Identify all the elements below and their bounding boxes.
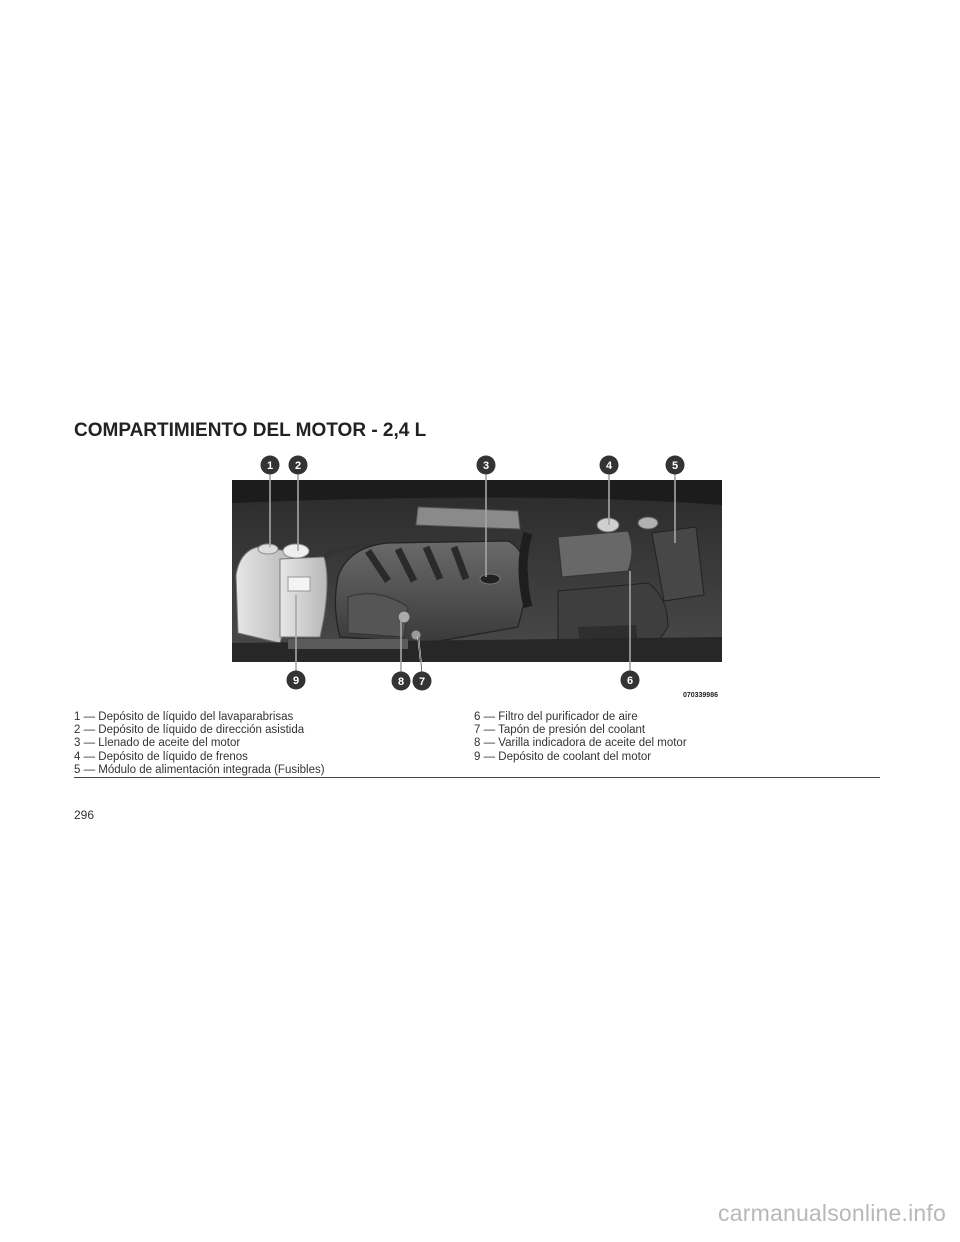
coolant-reservoir <box>280 557 327 637</box>
callout-6-label: 6 <box>626 675 634 687</box>
callout-4-label: 4 <box>605 460 613 472</box>
callout-2-label: 2 <box>294 460 302 472</box>
callout-7 <box>413 672 432 691</box>
callout-1-label: 1 <box>266 460 274 472</box>
watermark: carmanualsonline.info <box>718 1200 946 1226</box>
callout-3 <box>477 456 496 475</box>
page-number: 296 <box>74 808 95 822</box>
callout-5-label: 5 <box>671 460 679 472</box>
callout-9 <box>287 671 306 690</box>
callout-4 <box>600 456 619 475</box>
legend-item: 8 — Varilla indicadora de aceite del motor <box>474 737 687 750</box>
legend-item: 2 — Depósito de líquido de dirección asistida <box>74 724 305 737</box>
brake-reservoir-cap <box>597 518 619 532</box>
legend-right-column <box>474 711 687 764</box>
legend-item: 5 — Módulo de alimentación integrada (Fusibles) <box>74 763 325 776</box>
engine-compartment-figure <box>228 447 722 705</box>
engine-compartment-illustration <box>228 447 722 705</box>
figure-code: 070339986 <box>682 692 718 699</box>
callout-7-label: 7 <box>418 676 426 688</box>
section-title: COMPARTIMIENTO DEL MOTOR - 2,4 L <box>74 420 427 441</box>
callout-5 <box>666 456 685 475</box>
legend-item: 1 — Depósito de líquido del lavaparabrisas <box>74 711 294 723</box>
callout-2 <box>289 456 308 475</box>
callout-1 <box>261 456 280 475</box>
legend-left-column <box>74 711 325 777</box>
legend-item: 7 — Tapón de presión del coolant <box>474 724 646 737</box>
legend-item: 3 — Llenado de aceite del motor <box>74 737 241 750</box>
legend-item: 9 — Depósito de coolant del motor <box>474 750 652 763</box>
callout-8 <box>392 672 411 691</box>
callout-8-label: 8 <box>397 676 405 688</box>
callout-9-label: 9 <box>292 675 300 687</box>
legend-item: 6 — Filtro del purificador de aire <box>474 711 638 723</box>
legend-item: 4 — Depósito de líquido de frenos <box>74 750 248 763</box>
callout-6 <box>621 671 640 690</box>
section-divider <box>74 777 880 778</box>
callout-3-label: 3 <box>482 460 490 472</box>
